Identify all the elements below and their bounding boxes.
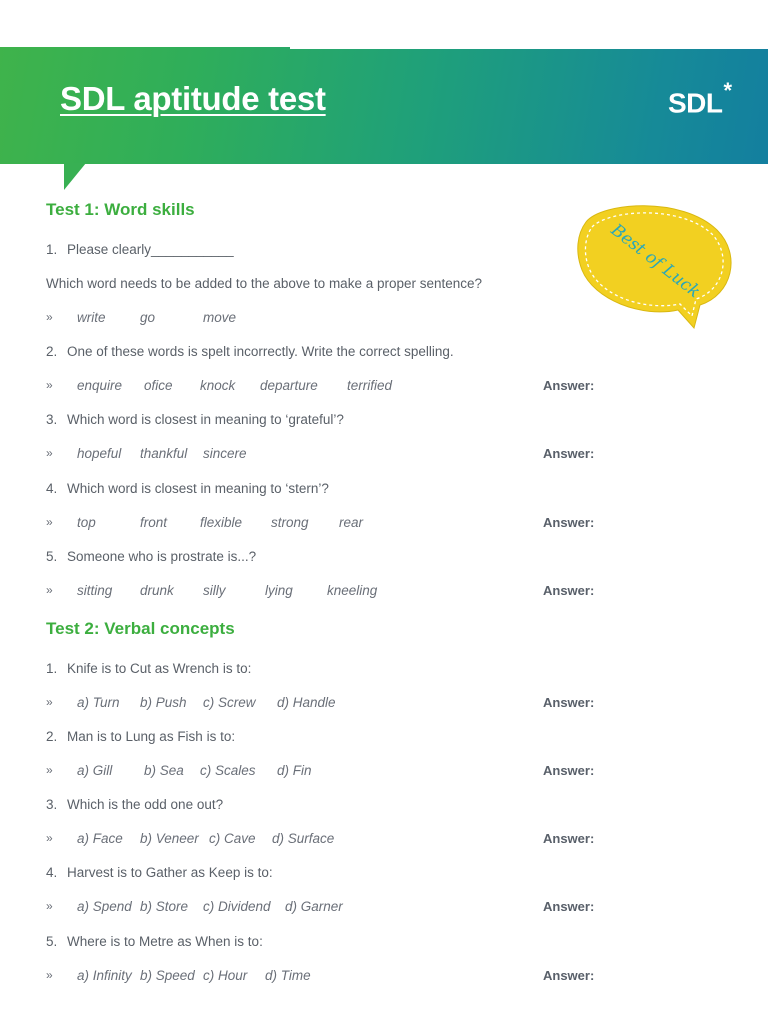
option: terrified [347,378,393,393]
logo-asterisk: * [723,78,732,103]
bullet-icon: » [46,831,53,845]
option: d) Fin [277,763,312,778]
option: c) Cave [209,831,256,846]
question-1-2 [46,344,454,359]
question-text: Please clearly___________ [67,242,234,257]
option: b) Store [140,899,189,914]
question-1-2-options [46,378,606,396]
question-number: 4. [46,865,58,880]
option: kneeling [327,583,378,598]
header-speech-tail [64,163,86,190]
question-text: Someone who is prostrate is...? [67,549,257,564]
sdl-logo [668,78,732,119]
question-text: Where is to Metre as When is to: [67,934,263,949]
question-text: Knife is to Cut as Wrench is to: [67,661,252,676]
logo-text: SDL [668,87,723,119]
badge-text: Best of Luck [606,220,704,303]
option: c) Scales [200,763,256,778]
page-title: SDL aptitude test [60,80,326,117]
option: d) Garner [285,899,343,914]
option: go [140,310,156,325]
option: write [77,310,106,325]
option: a) Turn [77,695,120,710]
option: enquire [77,378,123,393]
bullet-icon: » [46,695,53,709]
option: rear [339,515,364,530]
answer-label: Answer: [543,583,595,598]
option: c) Screw [203,695,256,710]
answer-label: Answer: [543,446,595,461]
option: sincere [203,446,247,461]
option: top [77,515,96,530]
option: silly [203,583,226,598]
question-number: 2. [46,344,58,359]
option: a) Infinity [77,968,132,983]
option: sitting [77,583,113,598]
option: lying [265,583,293,598]
section-title-word-skills: Test 1: Word skills [46,200,195,219]
option: d) Handle [277,695,336,710]
option: move [203,310,237,325]
question-2-1-options [46,695,606,713]
question-number: 3. [46,412,58,427]
option: ofice [144,378,173,393]
answer-label: Answer: [543,378,595,393]
option: a) Spend [77,899,132,914]
option: d) Surface [272,831,335,846]
bullet-icon: » [46,515,53,529]
option: b) Speed [140,968,195,983]
option: hopeful [77,446,122,461]
question-1-5-options [46,583,606,601]
question-1-3-options [46,446,606,464]
option: a) Face [77,831,123,846]
question-1-4-options [46,515,606,533]
header-notch [290,45,768,49]
question-2-4-options [46,899,606,917]
bullet-icon: » [46,583,53,597]
option: d) Time [265,968,311,983]
answer-label: Answer: [543,695,595,710]
question-1-5 [46,549,256,564]
bullet-icon: » [46,968,53,982]
answer-label: Answer: [543,899,595,914]
question-2-4 [46,865,273,880]
question-1-4 [46,481,329,496]
answer-label: Answer: [543,515,595,530]
question-2-2-options [46,763,606,781]
answer-label: Answer: [543,831,595,846]
question-text: Which word is closest in meaning to ‘grateful’? [67,412,344,427]
answer-label: Answer: [543,968,595,983]
question-text: One of these words is spelt incorrectly. Write the correct spelling. [67,344,454,359]
question-number: 5. [46,549,58,564]
bullet-icon: » [46,446,53,460]
section-title-verbal-concepts: Test 2: Verbal concepts [46,619,235,638]
option: b) Veneer [140,831,199,846]
bullet-icon: » [46,763,53,777]
question-2-5 [46,934,263,949]
question-number: 2. [46,729,58,744]
option: b) Push [140,695,187,710]
option: front [140,515,168,530]
question-2-2 [46,729,235,744]
question-2-5-options [46,968,606,986]
option: b) Sea [144,763,184,778]
question-1-1 [46,242,234,257]
question-number: 3. [46,797,58,812]
option: departure [260,378,318,393]
question-1-3 [46,412,344,427]
option: flexible [200,515,243,530]
question-text: Which word is closest in meaning to ‘stern’? [67,481,329,496]
option: knock [200,378,236,393]
option: thankful [140,446,188,461]
option: a) Gill [77,763,113,778]
option: c) Hour [203,968,248,983]
question-2-3 [46,797,223,812]
option: c) Dividend [203,899,271,914]
question-number: 1. [46,661,58,676]
question-number: 5. [46,934,58,949]
question-2-3-options [46,831,606,849]
option: strong [271,515,309,530]
bullet-icon: » [46,899,53,913]
question-text: Which is the odd one out? [67,797,224,812]
question-text: Man is to Lung as Fish is to: [67,729,236,744]
bullet-icon: » [46,310,53,324]
question-1-1-options [46,310,606,328]
question-1-1-note: Which word needs to be added to the above to make a proper sentence? [46,276,483,291]
question-number: 1. [46,242,58,257]
question-text: Harvest is to Gather as Keep is to: [67,865,273,880]
question-number: 4. [46,481,58,496]
question-2-1 [46,661,251,676]
answer-label: Answer: [543,763,595,778]
option: drunk [140,583,174,598]
bullet-icon: » [46,378,53,392]
